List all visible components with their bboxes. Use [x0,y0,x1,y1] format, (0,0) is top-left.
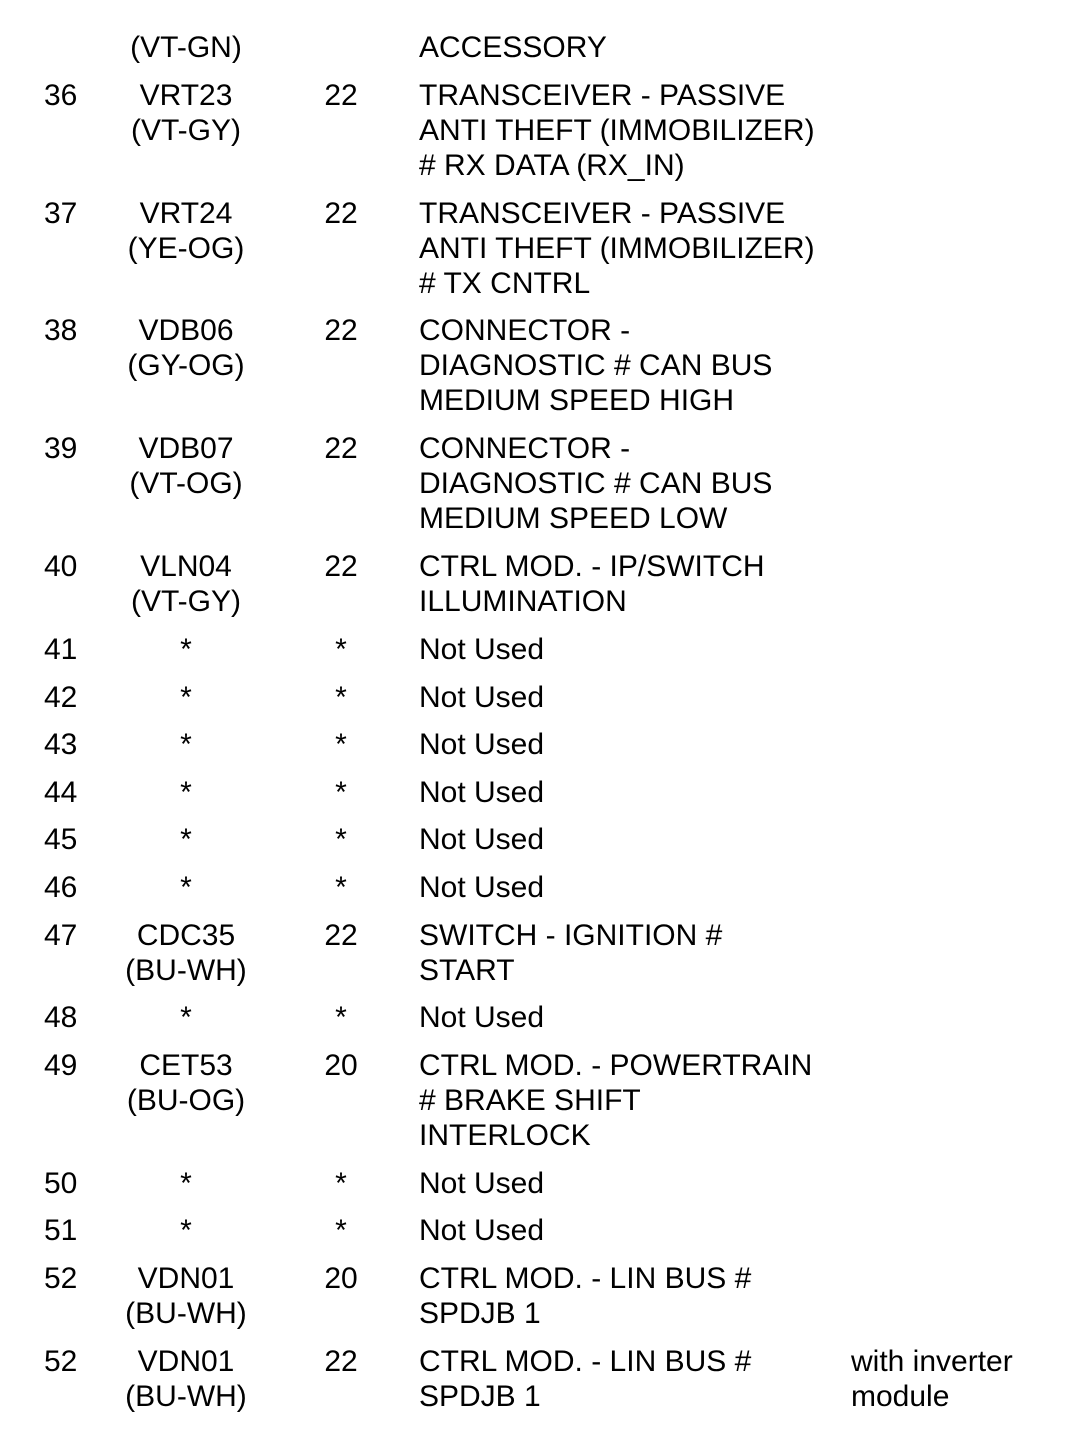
wire-gauge: * [335,1001,347,1034]
circuit-code: * [180,1214,192,1247]
function-line: CONNECTOR - [419,314,631,347]
circuit-code: * [180,871,192,904]
wire-gauge: * [335,1214,347,1247]
wire-gauge: 20 [324,1262,358,1295]
circuit-code: VDB07 [138,432,234,465]
function-line: INTERLOCK [419,1119,591,1152]
wire-gauge: * [335,681,347,714]
function-line: CTRL MOD. - POWERTRAIN [419,1049,813,1082]
circuit-function [419,632,544,667]
wire-gauge: 22 [324,197,358,230]
circuit-code: * [180,681,192,714]
row-note [851,1344,1013,1414]
pin-number: 42 [44,681,78,714]
wire-gauge: 22 [324,550,358,583]
circuit-code: CET53 [139,1049,233,1082]
circuit-cell [100,30,272,65]
circuit-function [419,78,815,183]
function-line: CTRL MOD. - IP/SWITCH [419,550,765,583]
wire-gauge: 22 [324,314,358,347]
circuit-function [419,727,544,762]
circuit-code: VDN01 [137,1262,235,1295]
circuit-cell [100,1166,272,1201]
pin-number: 43 [44,728,78,761]
circuit-cell [100,78,272,148]
function-line: DIAGNOSTIC # CAN BUS [419,349,773,382]
function-line: CONNECTOR - [419,432,631,465]
circuit-function [419,1261,751,1331]
circuit-function [419,431,772,536]
pin-number: 45 [44,823,78,856]
wire-gauge: * [335,728,347,761]
circuit-function [419,822,544,857]
function-line: Not Used [419,728,545,761]
circuit-code: VRT24 [139,197,233,230]
wire-gauge: * [335,633,347,666]
circuit-cell [100,727,272,762]
pin-number: 52 [44,1262,78,1295]
circuit-cell [100,775,272,810]
pin-number: 40 [44,550,78,583]
wire-color: (BU-WH) [125,1297,247,1330]
function-line: TRANSCEIVER - PASSIVE [419,79,786,112]
circuit-code: * [180,823,192,856]
function-line: Not Used [419,871,545,904]
wire-color: (BU-WH) [125,1380,247,1413]
pin-number: 36 [44,79,78,112]
circuit-code: CDC35 [136,919,236,952]
circuit-function [419,775,544,810]
circuit-cell [100,870,272,905]
circuit-function [419,1213,544,1248]
pin-number: 51 [44,1214,78,1247]
function-line: # RX DATA (RX_IN) [419,149,685,182]
circuit-cell [100,431,272,501]
wire-gauge: 22 [324,919,358,952]
function-line: START [419,954,515,987]
wire-gauge: * [335,776,347,809]
pin-number: 46 [44,871,78,904]
function-line: # BRAKE SHIFT [419,1084,641,1117]
function-line: Not Used [419,1167,545,1200]
pin-number: 37 [44,197,78,230]
pin-number: 38 [44,314,78,347]
function-line: TRANSCEIVER - PASSIVE [419,197,786,230]
function-line: MEDIUM SPEED LOW [419,502,728,535]
circuit-function [419,196,815,301]
circuit-cell [100,313,272,383]
wire-gauge: 20 [324,1049,358,1082]
function-line: ACCESSORY [419,31,607,64]
wire-color: (VT-GY) [131,585,241,618]
circuit-cell [100,1344,272,1414]
note-line: with inverter [851,1345,1013,1378]
circuit-function [419,680,544,715]
pin-number: 50 [44,1167,78,1200]
function-line: SPDJB 1 [419,1380,541,1413]
function-line: CTRL MOD. - LIN BUS # [419,1262,752,1295]
circuit-code: VRT23 [139,79,233,112]
circuit-cell [100,196,272,266]
circuit-cell [100,632,272,667]
pin-number: 47 [44,919,78,952]
circuit-function [419,1000,544,1035]
circuit-cell [100,680,272,715]
function-line: DIAGNOSTIC # CAN BUS [419,467,773,500]
circuit-function [419,1048,812,1153]
circuit-cell [100,918,272,988]
note-line: module [851,1380,950,1413]
circuit-code: * [180,776,192,809]
function-line: Not Used [419,823,545,856]
wire-gauge: 22 [324,1345,358,1378]
wire-color: (BU-WH) [125,954,247,987]
circuit-code: VDB06 [138,314,234,347]
pin-number: 39 [44,432,78,465]
circuit-function [419,313,772,418]
pin-number: 48 [44,1001,78,1034]
wire-gauge: * [335,1167,347,1200]
pin-number: 49 [44,1049,78,1082]
wire-gauge: * [335,823,347,856]
wire-gauge: 22 [324,432,358,465]
circuit-cell [100,1048,272,1118]
circuit-function [419,1166,544,1201]
circuit-code: * [180,633,192,666]
wire-gauge: 22 [324,79,358,112]
function-line: SWITCH - IGNITION # [419,919,723,952]
wire-color: (VT-OG) [129,467,243,500]
function-line: Not Used [419,1001,545,1034]
circuit-code: VDN01 [137,1345,235,1378]
circuit-function [419,1344,751,1414]
function-line: Not Used [419,681,545,714]
function-line: Not Used [419,633,545,666]
wire-color: (VT-GY) [131,114,241,147]
function-line: ANTI THEFT (IMMOBILIZER) [419,232,815,265]
circuit-code: VLN04 [140,550,232,583]
circuit-code: * [180,1001,192,1034]
circuit-cell [100,1213,272,1248]
circuit-cell [100,549,272,619]
wire-gauge: * [335,871,347,904]
circuit-function [419,549,765,619]
circuit-code: * [180,728,192,761]
circuit-cell [100,1000,272,1035]
wire-color: (VT-GN) [130,31,242,64]
function-line: # TX CNTRL [419,267,591,300]
pin-number: 52 [44,1345,78,1378]
function-line: MEDIUM SPEED HIGH [419,384,735,417]
circuit-cell [100,822,272,857]
pin-number: 41 [44,633,78,666]
function-line: ILLUMINATION [419,585,627,618]
function-line: CTRL MOD. - LIN BUS # [419,1345,752,1378]
function-line: Not Used [419,776,545,809]
circuit-function [419,30,607,65]
function-line: ANTI THEFT (IMMOBILIZER) [419,114,815,147]
function-line: Not Used [419,1214,545,1247]
wire-color: (YE-OG) [127,232,245,265]
function-line: SPDJB 1 [419,1297,541,1330]
wire-color: (BU-OG) [126,1084,246,1117]
circuit-function [419,870,544,905]
circuit-function [419,918,722,988]
circuit-cell [100,1261,272,1331]
pin-number: 44 [44,776,78,809]
circuit-code: * [180,1167,192,1200]
wire-color: (GY-OG) [127,349,245,382]
